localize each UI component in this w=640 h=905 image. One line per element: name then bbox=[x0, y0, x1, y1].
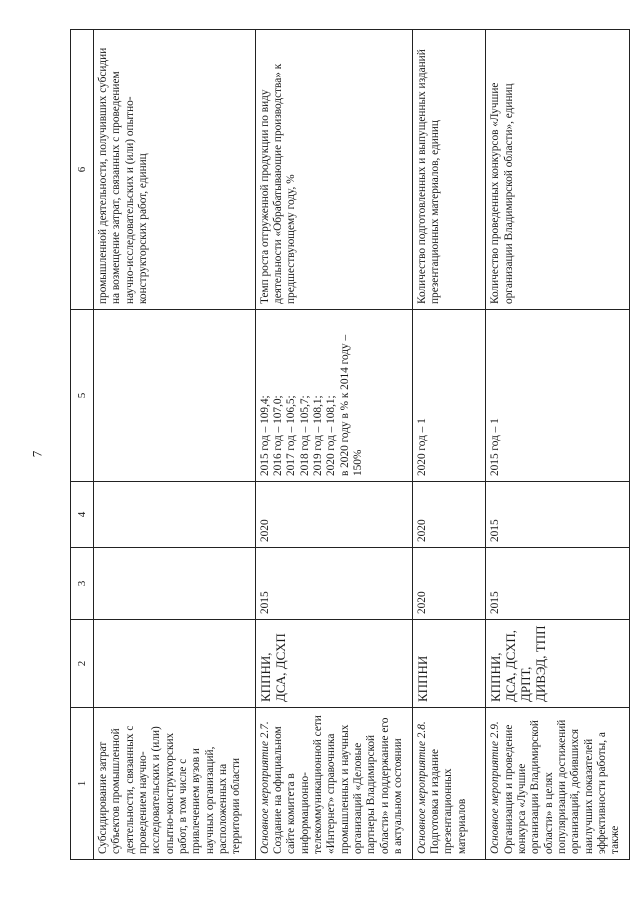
value-line: 2020 год – 108,1; bbox=[325, 395, 338, 476]
header-row bbox=[71, 30, 94, 860]
indicator-text: Темп роста отгруженной продукции по виду деятельности «Обрабатывающие производства» к предшествующему году, % bbox=[258, 63, 298, 304]
header-col-4: 4 bbox=[71, 482, 94, 548]
measure-text: Подготовка и издание презентационных материалов bbox=[429, 748, 468, 854]
value-line: в 2020 году в % к 2014 году – 150% bbox=[338, 334, 364, 476]
table-row bbox=[412, 30, 486, 860]
end-year-cell: 2020 bbox=[412, 482, 486, 548]
values-cell bbox=[255, 310, 412, 482]
executor-cell: КППНИ bbox=[412, 620, 486, 708]
table-row bbox=[255, 30, 412, 860]
value-line: 2019 год – 108,1; bbox=[311, 395, 324, 476]
executor-cell bbox=[94, 620, 256, 708]
table-row bbox=[94, 30, 256, 860]
measure-cell bbox=[255, 708, 412, 860]
measure-text: Субсидирование затрат субъектов промышленной деятельности, связанных с проведением научно-исследовательских и (или) опытно-конструкторских работ, в том числе с привлечением вузов и научных организаций, расположенных на территории области bbox=[97, 725, 243, 854]
page-number: 7 bbox=[29, 450, 45, 458]
table-stage bbox=[70, 30, 630, 860]
values-cell bbox=[94, 310, 256, 482]
start-year-cell: 2015 bbox=[486, 548, 630, 620]
start-year-cell: 2020 bbox=[412, 548, 486, 620]
measure-text: Создание на официальном сайте комитета в информационно-телекоммуникационной сети «Интернет» справочника промышленных и научных организаций «Деловые партнеры Владимирской области» и поддержание его в актуальном состоянии bbox=[271, 715, 404, 854]
indicator-text: Количество подготовленных и выпущенных изданий презентационных материалов, единиц bbox=[415, 49, 442, 304]
measure-label: Основное мероприятие 2.8. bbox=[415, 721, 428, 854]
header-col-3: 3 bbox=[71, 548, 94, 620]
end-year-cell: 2020 bbox=[255, 482, 412, 548]
indicator-cell bbox=[255, 30, 412, 310]
value-line: 2020 год – 1 bbox=[415, 418, 428, 476]
value-line: 2017 год – 106,5; bbox=[285, 395, 298, 476]
indicator-text: Количество проведенных конкурсов «Лучшие организации Владимирской области», единиц bbox=[489, 82, 515, 304]
header-col-2: 2 bbox=[71, 620, 94, 708]
indicator-text: промышленной деятельности, получивших субсидии на возмещение затрат, связанных с проведением научно-исследовательских и (или) опытно-конструкторских работ, единиц bbox=[97, 47, 149, 304]
executor-cell: КППНИ, ДСА, ДСХП, ДРПТ, ДИВЭД, ТПП bbox=[486, 620, 630, 708]
measure-cell bbox=[486, 708, 630, 860]
measure-label: Основное мероприятие 2.7. bbox=[258, 721, 271, 854]
indicator-cell bbox=[412, 30, 486, 310]
measure-cell bbox=[94, 708, 256, 860]
value-line: 2015 год – 1 bbox=[489, 418, 502, 476]
measure-text: Организация и проведение конкурса «Лучшие организации Владимирской области» в целях популяризации достижений организаций, добившихся наилучших показателей эффективности работы, а также bbox=[502, 719, 622, 854]
indicator-cell bbox=[486, 30, 630, 310]
program-measures-table bbox=[70, 29, 630, 860]
table-row bbox=[486, 30, 630, 860]
start-year-cell bbox=[94, 548, 256, 620]
indicator-cell bbox=[94, 30, 256, 310]
values-cell bbox=[486, 310, 630, 482]
measure-cell bbox=[412, 708, 486, 860]
measure-label: Основное мероприятие 2.9. bbox=[489, 721, 502, 854]
value-line: 2016 год – 107,0; bbox=[271, 395, 284, 476]
rotated-table-wrapper bbox=[70, 30, 630, 860]
header-col-6: 6 bbox=[71, 30, 94, 310]
header-col-1: 1 bbox=[71, 708, 94, 860]
end-year-cell bbox=[94, 482, 256, 548]
header-col-5: 5 bbox=[71, 310, 94, 482]
end-year-cell: 2015 bbox=[486, 482, 630, 548]
values-cell bbox=[412, 310, 486, 482]
value-line: 2018 год – 105,7; bbox=[298, 395, 311, 476]
executor-cell: КППНИ, ДСА, ДСХП bbox=[255, 620, 412, 708]
start-year-cell: 2015 bbox=[255, 548, 412, 620]
value-line: 2015 год – 109,4; bbox=[258, 395, 271, 476]
